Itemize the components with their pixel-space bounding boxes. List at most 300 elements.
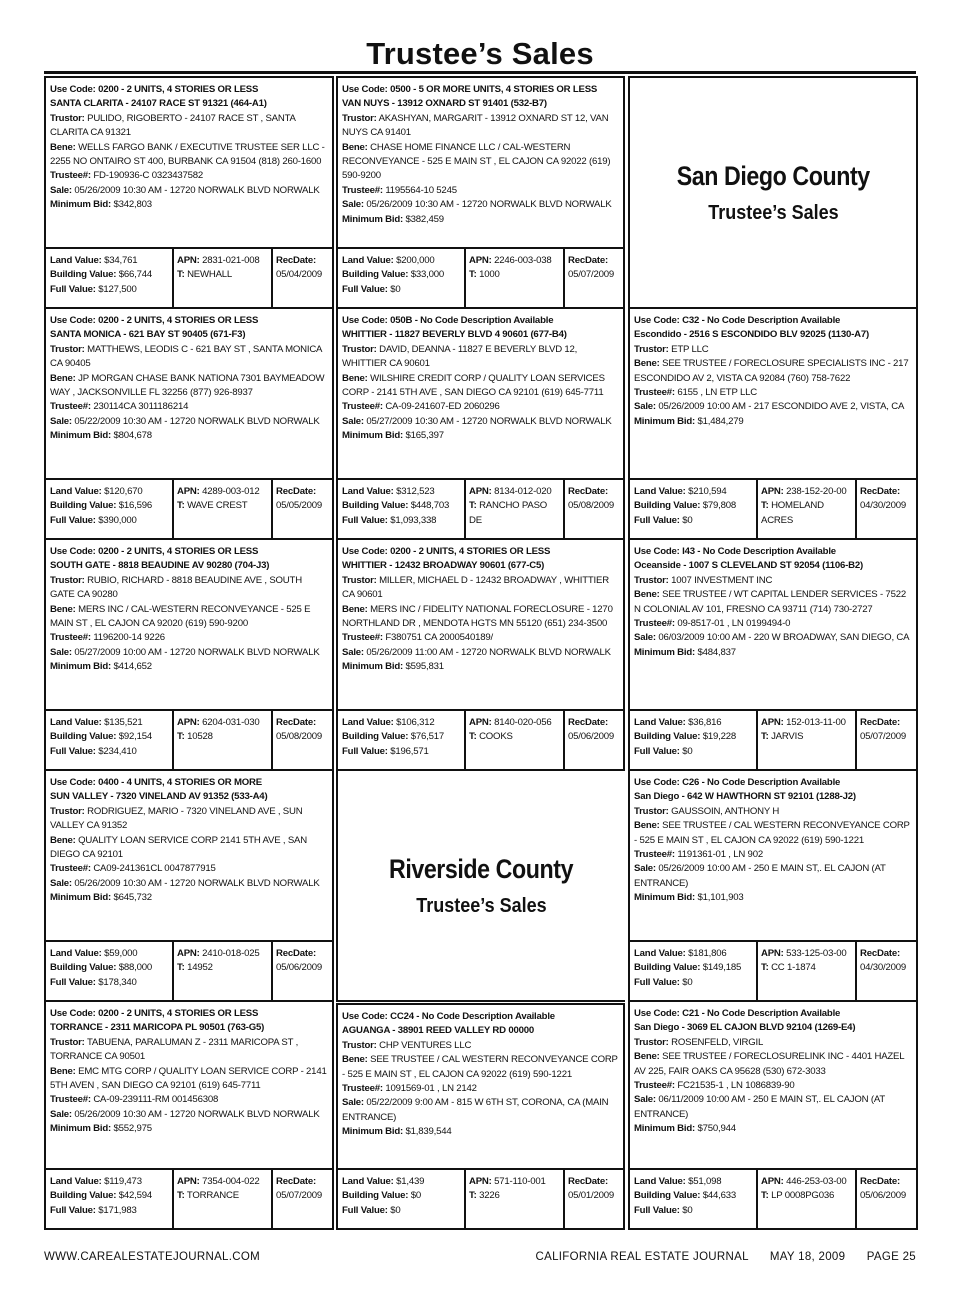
trustor-line bbox=[342, 112, 619, 141]
apn-block bbox=[466, 1170, 565, 1228]
value-block bbox=[46, 942, 174, 1000]
min-bid-label: Minimum Bid: bbox=[342, 213, 404, 225]
trustor-line bbox=[50, 1036, 328, 1065]
use-code: Use Code: 0200 - 2 UNITS, 4 STORIES OR LESS bbox=[342, 546, 551, 557]
record-values bbox=[46, 940, 332, 1000]
trustor-label: Trustor: bbox=[50, 112, 85, 124]
bene-label: Bene: bbox=[634, 1051, 660, 1063]
apn-label: APN: bbox=[177, 255, 200, 266]
trustor-value: TABUENA, PARALUMAN Z - 2311 MARICOPA ST , TORRANCE CA 90501 bbox=[50, 1036, 299, 1063]
apn-label: APN: bbox=[469, 717, 492, 728]
value-block bbox=[338, 249, 466, 307]
recdate-label: RecDate: bbox=[568, 255, 608, 266]
property-address: San Diego - 3069 EL CAJON BLVD 92104 (1269-E4) bbox=[634, 1022, 856, 1034]
trustor-label: Trustor: bbox=[342, 112, 377, 124]
tract-value: COOKS bbox=[479, 731, 513, 743]
full-value-label: Full Value: bbox=[634, 976, 680, 988]
value-block bbox=[46, 480, 174, 538]
min-bid-value: $165,397 bbox=[405, 430, 444, 442]
trustee-number-line bbox=[50, 1093, 328, 1107]
min-bid-label: Minimum Bid: bbox=[342, 430, 404, 442]
record-details bbox=[46, 1002, 332, 1137]
sale-label: Sale: bbox=[634, 401, 656, 413]
property-address: AGUANGA - 38901 REED VALLEY RD 00000 bbox=[342, 1025, 535, 1037]
apn-block bbox=[758, 1170, 857, 1228]
trustee-number-label: Trustee#: bbox=[634, 618, 675, 630]
apn-label: APN: bbox=[761, 717, 784, 728]
recdate-block bbox=[273, 480, 332, 538]
trustee-number-line bbox=[634, 617, 912, 631]
use-code: Use Code: 0200 - 2 UNITS, 4 STORIES OR LESS bbox=[50, 546, 259, 557]
building-value: $88,000 bbox=[118, 962, 153, 974]
min-bid-label: Minimum Bid: bbox=[50, 430, 112, 442]
trustor-label: Trustor: bbox=[634, 574, 669, 586]
land-value-label: Land Value: bbox=[342, 255, 394, 266]
land-value-label: Land Value: bbox=[50, 486, 102, 497]
recdate-block bbox=[273, 942, 332, 1000]
county-subtitle: Trustee’s Sales bbox=[416, 894, 547, 917]
sale-value: 05/26/2009 10:00 AM - 250 E MAIN ST,. EL CAJON (AT ENTRANCE) bbox=[634, 863, 886, 889]
value-block bbox=[630, 942, 758, 1000]
record-details bbox=[338, 309, 623, 444]
trustee-number-label: Trustee#: bbox=[50, 632, 91, 644]
sale-label: Sale: bbox=[50, 877, 72, 889]
trustee-number-value: 1195564-10 5245 bbox=[385, 184, 457, 196]
min-bid-label: Minimum Bid: bbox=[634, 1123, 696, 1135]
trustee-number-line bbox=[50, 400, 328, 414]
full-value-label: Full Value: bbox=[342, 283, 388, 295]
recdate-label: RecDate: bbox=[860, 717, 900, 728]
full-value: $0 bbox=[682, 514, 693, 526]
full-value: $171,983 bbox=[98, 1204, 137, 1216]
bene-label: Bene: bbox=[342, 372, 368, 384]
bene-value: SEE TRUSTEE / FORECLOSURELINK INC - 4401 HAZEL AV 225, FAIR OAKS CA 95628 (530) 672-3033 bbox=[634, 1051, 905, 1077]
county-name: Riverside County bbox=[389, 853, 574, 884]
full-value-label: Full Value: bbox=[50, 1204, 96, 1216]
value-block bbox=[630, 711, 758, 769]
recdate-value: 05/08/2009 bbox=[276, 731, 323, 743]
county-subtitle: Trustee’s Sales bbox=[707, 201, 839, 224]
full-value-label: Full Value: bbox=[342, 1204, 388, 1216]
full-value-label: Full Value: bbox=[50, 514, 96, 526]
building-value-label: Building Value: bbox=[342, 500, 409, 512]
trustor-line bbox=[634, 1036, 912, 1050]
record-details bbox=[46, 309, 332, 444]
sale-label: Sale: bbox=[634, 632, 656, 644]
land-value-label: Land Value: bbox=[634, 717, 686, 728]
trustor-value: DAVID, DEANNA - 11827 E BEVERLY BLVD 12, WHITTIER CA 90601 bbox=[342, 343, 578, 370]
property-address: VAN NUYS - 13912 OXNARD ST 91401 (532-B7) bbox=[342, 98, 547, 110]
bene-line bbox=[50, 141, 328, 170]
recdate-value: 05/08/2009 bbox=[568, 500, 615, 512]
full-value: $178,340 bbox=[98, 976, 137, 988]
recdate-block bbox=[565, 249, 623, 307]
bene-label: Bene: bbox=[50, 1065, 76, 1077]
footer-website[interactable]: WWW.CAREALESTATEJOURNAL.COM bbox=[44, 1251, 260, 1263]
trustor-label: Trustor: bbox=[634, 805, 669, 817]
min-bid-label: Minimum Bid: bbox=[634, 646, 696, 658]
full-value-label: Full Value: bbox=[342, 514, 388, 526]
trustor-line bbox=[634, 805, 912, 819]
apn-block bbox=[466, 711, 565, 769]
building-value: $44,633 bbox=[702, 1190, 737, 1202]
min-bid-line bbox=[634, 1122, 912, 1136]
sale-line bbox=[50, 1108, 328, 1122]
trustee-number-line bbox=[634, 386, 912, 400]
bene-label: Bene: bbox=[50, 372, 76, 384]
bene-value: MERS INC / FIDELITY NATIONAL FORECLOSURE - 1270 NORTHLAND DR , MENDOTA HGTS MN 55120 (651) 234-3500 bbox=[342, 603, 613, 630]
sale-label: Sale: bbox=[342, 1097, 364, 1109]
land-value-label: Land Value: bbox=[50, 948, 102, 959]
trustee-number-label: Trustee#: bbox=[634, 849, 675, 861]
trustor-line bbox=[634, 574, 912, 588]
recdate-label: RecDate: bbox=[276, 948, 316, 959]
trustee-number-value: CA09-241361CL 0047877915 bbox=[93, 863, 216, 875]
sale-label: Sale: bbox=[50, 1108, 72, 1120]
value-block bbox=[630, 480, 758, 538]
recdate-value: 05/07/2009 bbox=[568, 269, 615, 281]
tract-label: T: bbox=[469, 269, 477, 281]
trustor-value: MATTHEWS, LEODIS C - 621 BAY ST , SANTA MONICA CA 90405 bbox=[50, 343, 322, 370]
bene-line bbox=[342, 372, 619, 401]
min-bid-line bbox=[50, 660, 328, 674]
sale-value: 05/26/2009 10:30 AM - 12720 NORWALK BLVD NORWALK bbox=[74, 184, 320, 196]
bene-value: EMC MTG CORP / QUALITY LOAN SERVICE CORP - 2141 5TH AVEN , SAN DIEGO CA 92101 (619) 645-7711 bbox=[50, 1065, 327, 1092]
trustee-sale-record bbox=[44, 769, 334, 1002]
tract-value: TORRANCE bbox=[186, 1190, 239, 1202]
bene-value: SEE TRUSTEE / CAL WESTERN RECONVEYANCE CORP - 525 E MAIN ST , EL CAJON CA 92022 (619) 590-1221 bbox=[634, 820, 910, 846]
full-value: $127,500 bbox=[98, 283, 137, 295]
apn-block bbox=[758, 711, 857, 769]
apn-value: 7354-004-022 bbox=[202, 1176, 260, 1187]
sale-value: 05/26/2009 10:30 AM - 12720 NORWALK BLVD NORWALK bbox=[366, 199, 612, 211]
bene-value: WELLS FARGO BANK / EXECUTIVE TRUSTEE SER LLC - 2255 NO ONTAIRO ST 400, BURBANK CA 91504 (818) 260-1600 bbox=[50, 141, 325, 168]
min-bid-value: $1,839,544 bbox=[405, 1126, 452, 1138]
min-bid-label: Minimum Bid: bbox=[634, 415, 696, 427]
tract-label: T: bbox=[177, 1190, 185, 1202]
bene-label: Bene: bbox=[634, 820, 660, 832]
value-block bbox=[46, 1170, 174, 1228]
min-bid-label: Minimum Bid: bbox=[50, 1123, 112, 1135]
sale-label: Sale: bbox=[342, 646, 364, 658]
trustee-sale-record bbox=[44, 76, 334, 309]
sale-line bbox=[50, 415, 328, 429]
trustee-number-line bbox=[342, 400, 619, 414]
record-values bbox=[46, 709, 332, 769]
trustor-value: AKASHYAN, MARGARIT - 13912 OXNARD ST 12, VAN NUYS CA 91401 bbox=[342, 112, 609, 139]
sale-value: 05/26/2009 10:30 AM - 12720 NORWALK BLVD NORWALK bbox=[74, 877, 320, 889]
apn-block bbox=[174, 480, 273, 538]
sale-label: Sale: bbox=[50, 646, 72, 658]
bene-value: WILSHIRE CREDIT CORP / QUALITY LOAN SERVICES CORP - 2141 5TH AVE , SAN DIEGO CA 92101 (619) 645-7711 bbox=[342, 372, 605, 399]
tract-label: T: bbox=[761, 962, 769, 974]
apn-label: APN: bbox=[761, 486, 784, 497]
record-details bbox=[338, 78, 623, 227]
min-bid-line bbox=[342, 1125, 619, 1139]
sale-value: 06/11/2009 10:00 AM - 250 E MAIN ST,. EL CAJON (AT ENTRANCE) bbox=[634, 1094, 885, 1120]
building-value: $448,703 bbox=[410, 500, 450, 512]
min-bid-value: $552,975 bbox=[113, 1123, 152, 1135]
use-code: Use Code: C32 - No Code Description Available bbox=[634, 315, 841, 326]
building-value-label: Building Value: bbox=[50, 962, 117, 974]
building-value-label: Building Value: bbox=[342, 731, 409, 743]
record-values bbox=[630, 709, 916, 769]
trustee-number-line bbox=[634, 1079, 912, 1093]
min-bid-line bbox=[50, 429, 328, 443]
apn-value: 8140-020-056 bbox=[494, 717, 552, 728]
recdate-label: RecDate: bbox=[860, 948, 900, 959]
land-value: $119,473 bbox=[104, 1176, 142, 1187]
trustee-number-value: 1196200-14 9226 bbox=[93, 632, 165, 644]
tract-value: HOMELAND ACRES bbox=[761, 500, 824, 526]
use-code: Use Code: 0500 - 5 OR MORE UNITS, 4 STORIES OR LESS bbox=[342, 84, 598, 95]
full-value-label: Full Value: bbox=[634, 1204, 680, 1216]
building-value-label: Building Value: bbox=[50, 269, 117, 281]
land-value: $135,521 bbox=[104, 717, 143, 728]
record-details bbox=[46, 540, 332, 675]
bene-line bbox=[50, 834, 328, 863]
land-value-label: Land Value: bbox=[342, 486, 394, 497]
trustee-number-line bbox=[342, 1082, 619, 1096]
sale-line bbox=[634, 862, 912, 891]
full-value-label: Full Value: bbox=[50, 976, 96, 988]
tract-value: JARVIS bbox=[771, 731, 804, 743]
building-value-label: Building Value: bbox=[50, 731, 117, 743]
recdate-value: 04/30/2009 bbox=[860, 500, 907, 512]
apn-label: APN: bbox=[177, 486, 200, 497]
min-bid-line bbox=[50, 891, 328, 905]
recdate-block bbox=[857, 711, 916, 769]
property-address: SANTA MONICA - 621 BAY ST 90405 (671-F3) bbox=[50, 329, 246, 341]
record-details bbox=[630, 771, 916, 906]
trustee-number-label: Trustee#: bbox=[50, 401, 91, 413]
trustor-label: Trustor: bbox=[50, 1036, 85, 1048]
building-value-label: Building Value: bbox=[342, 269, 409, 281]
property-address: WHITTIER - 12432 BROADWAY 90601 (677-C5) bbox=[342, 560, 545, 572]
trustee-number-line bbox=[342, 631, 619, 645]
trustee-number-value: 230114CA 3011186214 bbox=[93, 401, 189, 413]
min-bid-line bbox=[634, 891, 912, 905]
trustor-value: GAUSSOIN, ANTHONY H bbox=[671, 805, 780, 817]
sale-value: 06/03/2009 10:00 AM - 220 W BROADWAY, SAN DIEGO, CA bbox=[658, 632, 910, 644]
record-details bbox=[338, 1005, 623, 1140]
trustee-number-line bbox=[342, 184, 619, 198]
recdate-block bbox=[565, 480, 623, 538]
recdate-block bbox=[857, 480, 916, 538]
building-value-label: Building Value: bbox=[50, 500, 117, 512]
building-value-label: Building Value: bbox=[634, 1190, 701, 1202]
record-values bbox=[338, 478, 623, 538]
sale-line bbox=[50, 877, 328, 891]
title-rule bbox=[44, 71, 916, 74]
apn-block bbox=[174, 942, 273, 1000]
use-code: Use Code: C26 - No Code Description Available bbox=[634, 777, 841, 788]
land-value: $51,098 bbox=[688, 1176, 722, 1187]
trustee-number-value: 6155 , LN ETP LLC bbox=[677, 387, 757, 399]
page-title: Trustee’s Sales bbox=[366, 36, 594, 71]
tract-label: T: bbox=[177, 500, 185, 512]
sale-line bbox=[342, 198, 619, 212]
min-bid-value: $595,831 bbox=[405, 661, 444, 673]
trustor-line bbox=[50, 805, 328, 834]
bene-label: Bene: bbox=[634, 358, 660, 370]
building-value: $19,228 bbox=[702, 731, 737, 743]
building-value: $33,000 bbox=[410, 269, 445, 281]
bene-value: QUALITY LOAN SERVICE CORP 2141 5TH AVE , SAN DIEGO CA 92101 bbox=[50, 834, 307, 861]
land-value: $181,806 bbox=[688, 948, 727, 959]
bene-value: SEE TRUSTEE / WT CAPITAL LENDER SERVICES - 7522 N COLONIAL AV 101, FRESNO CA 93711 (714) 730-2727 bbox=[634, 589, 906, 615]
recdate-block bbox=[273, 711, 332, 769]
trustor-label: Trustor: bbox=[634, 343, 669, 355]
full-value: $0 bbox=[682, 745, 693, 757]
apn-label: APN: bbox=[469, 486, 492, 497]
land-value-label: Land Value: bbox=[50, 255, 102, 266]
trustor-line bbox=[50, 343, 328, 372]
full-value: $196,571 bbox=[390, 745, 429, 757]
apn-label: APN: bbox=[469, 1176, 492, 1187]
trustee-number-label: Trustee#: bbox=[634, 387, 675, 399]
trustee-sale-record bbox=[44, 307, 334, 540]
bene-line bbox=[634, 588, 912, 617]
record-details bbox=[630, 1002, 916, 1137]
bene-label: Bene: bbox=[50, 834, 76, 846]
min-bid-label: Minimum Bid: bbox=[50, 199, 112, 211]
full-value: $390,000 bbox=[98, 514, 137, 526]
building-value: $149,185 bbox=[702, 962, 742, 974]
full-value: $0 bbox=[682, 976, 693, 988]
trustor-value: ROSENFELD, VIRGIL bbox=[671, 1036, 764, 1048]
recdate-value: 05/05/2009 bbox=[276, 500, 323, 512]
apn-label: APN: bbox=[177, 1176, 200, 1187]
trustor-label: Trustor: bbox=[342, 574, 377, 586]
use-code: Use Code: I43 - No Code Description Available bbox=[634, 546, 836, 557]
min-bid-label: Minimum Bid: bbox=[342, 661, 404, 673]
recdate-value: 05/06/2009 bbox=[568, 731, 615, 743]
trustee-number-value: CA-09-239111-RM 001456308 bbox=[93, 1094, 219, 1106]
record-details bbox=[630, 540, 916, 660]
sale-line bbox=[634, 631, 912, 645]
recdate-label: RecDate: bbox=[568, 1176, 608, 1187]
building-value-label: Building Value: bbox=[342, 1190, 409, 1202]
apn-value: 238-152-20-00 bbox=[786, 486, 847, 497]
trustee-number-value: 1091569-01 , LN 2142 bbox=[385, 1083, 477, 1095]
apn-block bbox=[174, 249, 273, 307]
apn-value: 152-013-11-00 bbox=[786, 717, 846, 728]
recdate-label: RecDate: bbox=[860, 486, 900, 497]
full-value: $0 bbox=[682, 1204, 693, 1216]
min-bid-value: $1,101,903 bbox=[697, 892, 744, 904]
record-values bbox=[46, 247, 332, 307]
bene-label: Bene: bbox=[342, 141, 368, 153]
bene-line bbox=[342, 1053, 619, 1082]
apn-block bbox=[466, 249, 565, 307]
trustee-number-value: 1191361-01 , LN 902 bbox=[677, 849, 763, 861]
tract-label: T: bbox=[177, 731, 185, 743]
land-value-label: Land Value: bbox=[342, 1176, 394, 1187]
sale-label: Sale: bbox=[50, 184, 72, 196]
apn-value: 533-125-03-00 bbox=[786, 948, 847, 959]
land-value: $200,000 bbox=[396, 255, 435, 266]
value-block bbox=[338, 711, 466, 769]
recdate-label: RecDate: bbox=[276, 717, 316, 728]
trustee-number-label: Trustee#: bbox=[342, 1083, 383, 1095]
tract-value: WAVE CREST bbox=[187, 500, 248, 512]
trustee-sale-record bbox=[336, 307, 625, 540]
trustee-number-label: Trustee#: bbox=[50, 170, 91, 182]
min-bid-line bbox=[342, 429, 619, 443]
sale-line bbox=[342, 646, 619, 660]
sale-value: 05/22/2009 9:00 AM - 815 W 6TH ST, CORONA, CA (MAIN ENTRANCE) bbox=[342, 1097, 609, 1123]
sale-line bbox=[50, 184, 328, 198]
apn-block bbox=[174, 1170, 273, 1228]
min-bid-line bbox=[342, 660, 619, 674]
trustor-label: Trustor: bbox=[342, 343, 377, 355]
sale-value: 05/26/2009 10:30 AM - 12720 NORWALK BLVD NORWALK bbox=[74, 1108, 320, 1120]
tract-value: 1000 bbox=[479, 269, 500, 281]
record-values bbox=[630, 1168, 916, 1228]
trustor-label: Trustor: bbox=[342, 1039, 377, 1051]
trustor-value: CHP VENTURES LLC bbox=[379, 1039, 472, 1051]
recdate-label: RecDate: bbox=[568, 717, 608, 728]
use-code: Use Code: 0400 - 4 UNITS, 4 STORIES OR MORE bbox=[50, 777, 262, 788]
bene-line bbox=[634, 357, 912, 386]
tract-label: T: bbox=[469, 1190, 477, 1202]
trustee-number-value: 09-8517-01 , LN 0199494-0 bbox=[677, 618, 791, 630]
recdate-block bbox=[857, 942, 916, 1000]
trustee-number-value: CA-09-241607-ED 2060296 bbox=[385, 401, 500, 413]
tract-value: RANCHO PASO DE bbox=[469, 500, 548, 526]
property-address: SUN VALLEY - 7320 VINELAND AV 91352 (533-A4) bbox=[50, 791, 268, 803]
trustee-number-value: FC21535-1 , LN 1086839-90 bbox=[677, 1080, 795, 1092]
recdate-label: RecDate: bbox=[276, 1176, 316, 1187]
bene-line bbox=[50, 603, 328, 632]
tract-value: 14952 bbox=[187, 962, 213, 974]
bene-value: SEE TRUSTEE / FORECLOSURE SPECIALISTS INC - 217 ESCONDIDO AV 2, VISTA CA 92084 (760) 758-7622 bbox=[634, 358, 909, 384]
trustor-label: Trustor: bbox=[50, 805, 85, 817]
record-details bbox=[338, 540, 623, 675]
apn-label: APN: bbox=[469, 255, 492, 266]
full-value: $1,093,338 bbox=[390, 514, 437, 526]
trustor-label: Trustor: bbox=[50, 343, 85, 355]
bene-label: Bene: bbox=[50, 141, 76, 153]
record-details bbox=[630, 309, 916, 429]
apn-value: 2831-021-008 bbox=[202, 255, 260, 266]
recdate-value: 05/06/2009 bbox=[860, 1190, 907, 1202]
building-value: $76,517 bbox=[410, 731, 445, 743]
min-bid-label: Minimum Bid: bbox=[634, 892, 696, 904]
min-bid-value: $804,678 bbox=[113, 430, 152, 442]
min-bid-line bbox=[342, 213, 619, 227]
building-value: $79,808 bbox=[702, 500, 737, 512]
building-value: $66,744 bbox=[118, 269, 153, 281]
recdate-block bbox=[857, 1170, 916, 1228]
land-value: $210,594 bbox=[688, 486, 727, 497]
use-code: Use Code: CC24 - No Code Description Available bbox=[342, 1011, 555, 1022]
bene-value: JP MORGAN CHASE BANK NATIONA 7301 BAYMEADOW WAY , JACKSONVILLE FL 32256 (877) 926-8937 bbox=[50, 372, 325, 399]
property-address: TORRANCE - 2311 MARICOPA PL 90501 (763-G5) bbox=[50, 1022, 265, 1034]
trustee-sale-record bbox=[336, 538, 625, 771]
trustee-number-label: Trustee#: bbox=[342, 184, 383, 196]
sale-line bbox=[634, 400, 912, 414]
value-block bbox=[46, 249, 174, 307]
sale-value: 05/27/2009 10:30 AM - 12720 NORWALK BLVD NORWALK bbox=[366, 415, 612, 427]
tract-value: 3226 bbox=[479, 1190, 500, 1202]
trustor-value: MILLER, MICHAEL D - 12432 BROADWAY , WHITTIER CA 90601 bbox=[342, 574, 609, 601]
sale-line bbox=[342, 415, 619, 429]
land-value: $106,312 bbox=[396, 717, 435, 728]
bene-label: Bene: bbox=[342, 603, 368, 615]
recdate-block bbox=[565, 1170, 623, 1228]
